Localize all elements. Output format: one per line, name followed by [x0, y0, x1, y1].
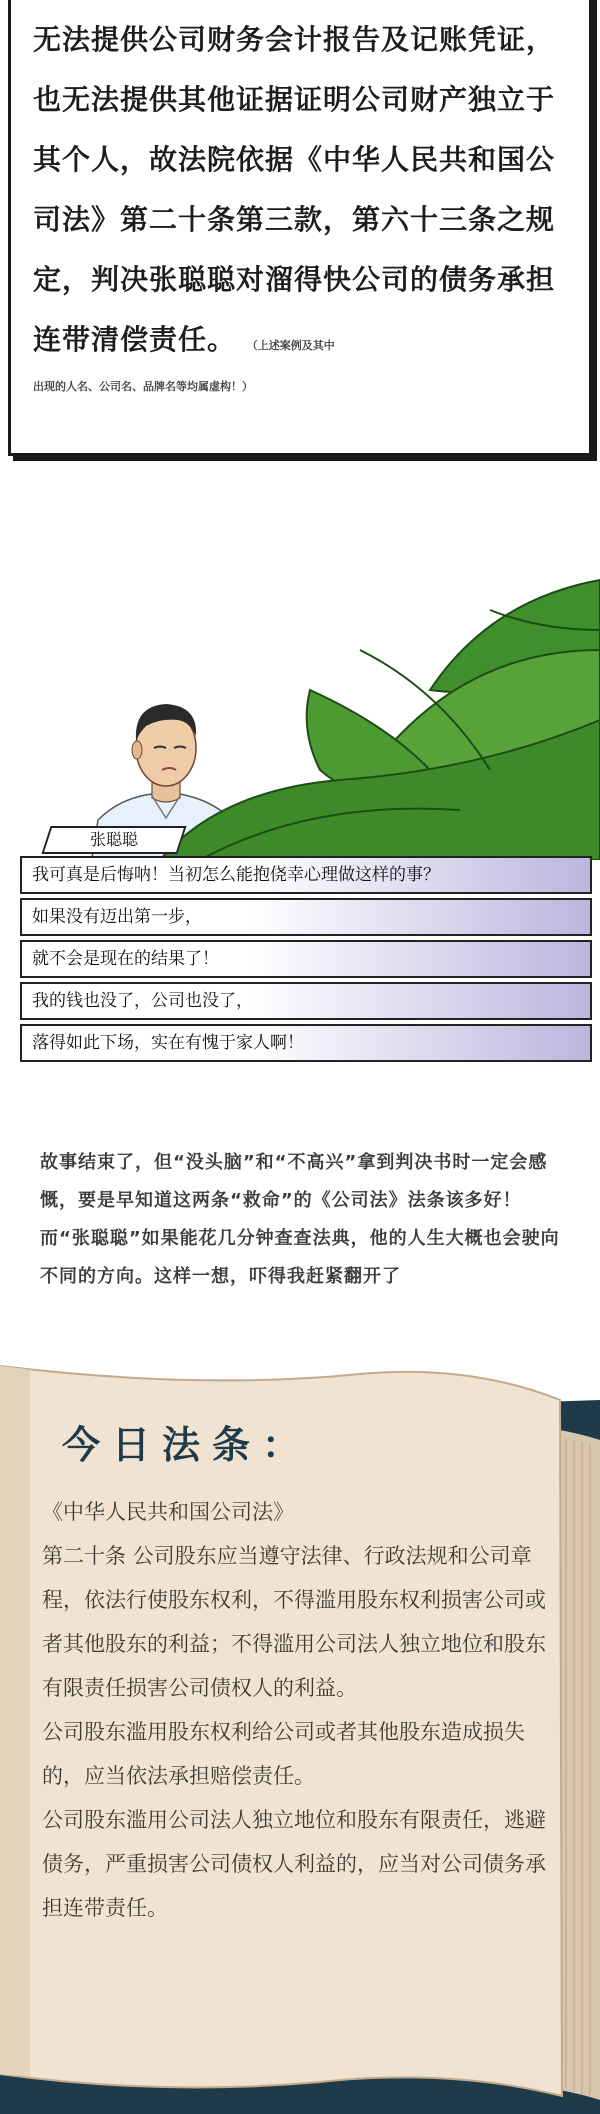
- dialogue-line: 我的钱也没了，公司也没了，: [20, 982, 592, 1020]
- dialogue-line: 落得如此下场，实在有愧于家人啊！: [20, 1024, 592, 1062]
- dialogue-line: 我可真是后悔呐！当初怎么能抱侥幸心理做这样的事？: [20, 856, 592, 894]
- dialogue-line: 就不会是现在的结果了！: [20, 940, 592, 978]
- law-paragraph: 第二十条 公司股东应当遵守法律、行政法规和公司章程，依法行使股东权利，不得滥用股东权利损害公司或者其他股东的利益；不得滥用公司法人独立地位和股东有限责任损害公司债权人的利益。: [42, 1544, 546, 1700]
- book-title: 今日法条：: [62, 1423, 313, 1467]
- comic-scene: [0, 570, 600, 870]
- speaker-name-tag: [41, 826, 186, 854]
- dialogue-line: 如果没有迈出第一步，: [20, 898, 592, 936]
- law-paragraph: 公司股东滥用股东权利给公司或者其他股东造成损失的，应当依法承担赔偿责任。: [42, 1720, 525, 1788]
- verdict-text: [33, 10, 575, 376]
- verdict-box: [8, 0, 592, 456]
- law-name: 《中华人民共和国公司法》: [42, 1500, 294, 1524]
- law-book: [0, 1360, 600, 2114]
- law-text: [42, 1490, 552, 1930]
- verdict-body: 无法提供公司财务会计报告及记账凭证，也无法提供其他证据证明公司财产独立于其个人，故法院依据《中华人民共和国公司法》第二十条第三款，第六十三条之规定，判决张聪聪对溜得快公司的债务承担连带清偿责任。: [33, 23, 556, 356]
- verdict-note: （上述案例及其中: [246, 339, 335, 352]
- dialogue-box: [20, 856, 592, 1066]
- leaves-illustration: [160, 570, 600, 860]
- verdict-note-continued: 出现的人名、公司名、品牌名等均属虚构！）: [33, 380, 253, 393]
- story-paragraph: 故事结束了，但“没头脑”和“不高兴”拿到判决书时一定会感慨，要是早知道这两条“救命”的《公司法》法条该多好！而“张聪聪”如果能花几分钟查查法典，他的人生大概也会驶向不同的方向。这样一想，吓得我赶紧翻开了: [40, 1152, 560, 1287]
- law-paragraph: 公司股东滥用公司法人独立地位和股东有限责任，逃避债务，严重损害公司债权人利益的，应当对公司债务承担连带责任。: [42, 1808, 546, 1920]
- speaker-name: 张聪聪: [89, 830, 138, 849]
